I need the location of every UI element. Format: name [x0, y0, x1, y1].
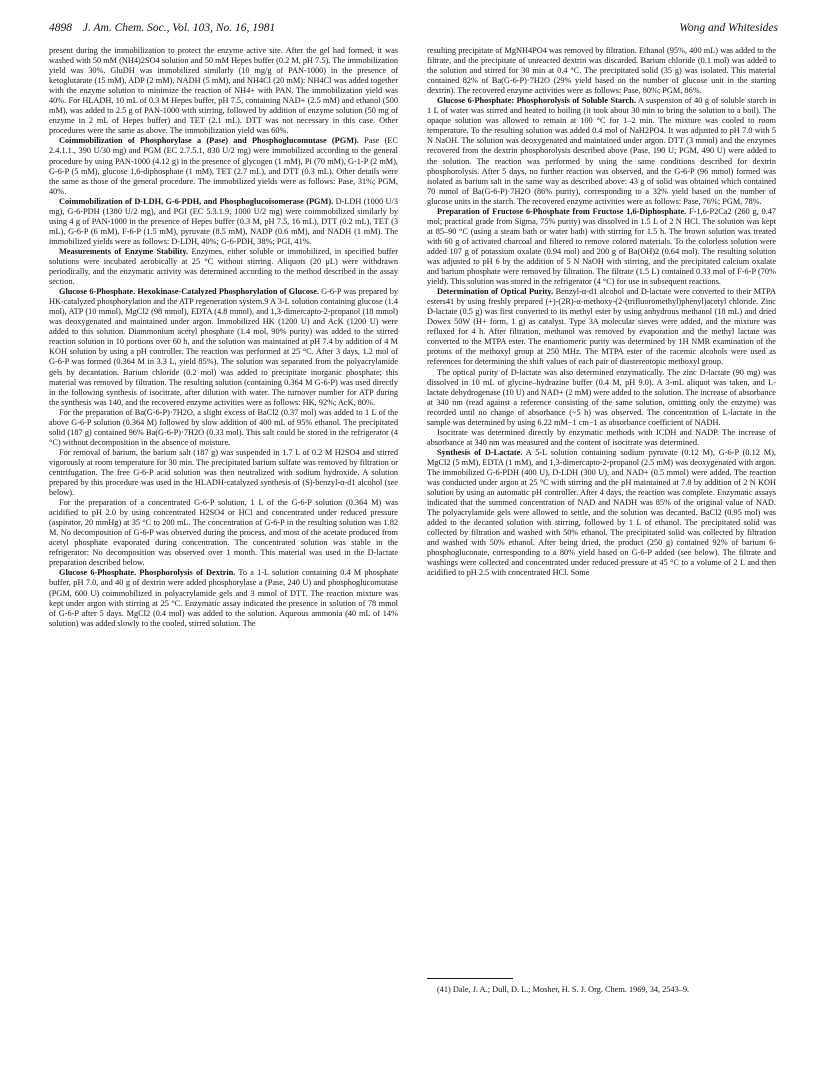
paragraph-text: A 5-L solution containing sodium pyruvate (0.12 M), G-6-P (0.12 M), MgCl2 (5 mM), EDTA (1 mM), and 1,3-dimercapto-2-propanol (2.5 mM) was deoxygenated with argon. The immobilized G-6-PDH (400 U), D-LDH (300 U), and NAD+ (0.5 mmol) were added. The reaction was conducted under argon at 25 °C with stirring and the pH maintained at 7.8 by addition of 2 N KOH solution by using an automatic pH controller. After 4 days, the reaction was complete. Enzymatic assays indicated that the summed concentration of NAD and NADH was 85% of the original value of NAD. The polyacrylamide gels were allowed to settle, and the solution was decanted. BaCl2 (0.95 mol) was added to the decanted solution with stirring, followed by 1 L of ethanol. The precipitated solid was collected by filtration and washed with 50% ethanol. The precipitated solid was collected by filtration and washed with 50% ethanol. After being dried, the product (250 g) contained 92% of barium 6-phosphogluconate, corresponding to a 80% yield based on G-6-P added (see below). The filtrate and washings were collected and concentrated under reduced pressure at 45 °C to a volume of 2 L and then acidified to pH 2.5 with concentrated HCl. Some — [427, 447, 776, 578]
section-heading: Glucose 6-Phosphate. Phosphorolysis of Dextrin. — [59, 568, 236, 578]
section-heading: Determination of Optical Purity. — [437, 287, 554, 297]
paragraph-text: Enzymes, either soluble or immobilized, in specified buffer solutions were incubated aerobically at 25 °C without stirring. Aliquots (20 μL) were withdrawn periodically, and the enzymatic activity was determined according to the method described in the assay section. — [49, 246, 398, 287]
paragraph — [427, 96, 776, 207]
section-heading: Measurements of Enzyme Stability. — [59, 246, 189, 256]
page-number: 4898 — [49, 22, 72, 34]
paragraph — [49, 498, 398, 568]
paragraph-text: Pase (EC 2.4.1.1., 390 U/30 mg) and PGM (EC 2.7.5.1, 830 U/2 mg) were immobilized according to the general procedure by using PAN-1000 (4.12 g) in the presence of glycogen (1 mM), Pi (70 mM), G-1-P (2 mM), G-6-P (5 mM), glucose 1,6-diphosphate (1 mM), TET (2.7 mL), and DTT (0.3 mL). Other details were the same as those of the general procedure. The immobilized yields were as follows: Pase, 31%; PGM, 40%. — [49, 136, 398, 196]
paragraph — [49, 408, 398, 448]
paragraph — [427, 207, 776, 287]
paragraph — [49, 136, 398, 196]
paragraph-text: For the preparation of Ba(G-6-P)·7H2O, a slight excess of BaCl2 (0.37 mol) was added to 1 L of the above G-6-P solution (0.364 M) followed by slow addition of 400 mL of 95% ethanol. The precipitated solid (187 g) contained 96% Ba(G-6-P)·7H2O (0.33 mol). This salt could be stored in the refrigerator (4 °C) without decomposition in the absence of moisture. — [49, 407, 398, 447]
paragraph — [427, 428, 776, 448]
paragraph-text: Isocitrate was determined directly by enzymatic methods with ICDH and NADP. The increase of absorbance at 340 nm was measured and the content of isocitrate was determined. — [427, 427, 776, 447]
paragraph — [427, 368, 776, 428]
running-header — [49, 22, 778, 38]
right-column — [427, 46, 776, 1056]
section-heading: Glucose 6-Phosphate: Phosphorolysis of Soluble Starch. — [437, 96, 636, 106]
paragraph — [427, 448, 776, 579]
paragraph-text: G-6-P was prepared by HK-catalyzed phosphorylation and the ATP regeneration system.9 A 3-L solution containing glucose (1.4 mol), ATP (10 mmol), MgCl2 (98 mmol), EDTA (4.8 mmol), and 1,3-dimercapto-2-propanol (18 mmol) was deoxygenated and maintained under argon. Immobilized HK (1200 U) and AcK (1200 U) were added to this solution. Diammonium acetyl phosphate (1.4 mol, 90% purity) was added to the stirred reaction solution in 10 portions over 60 h, and the solution was maintained at pH 7.4 by addition of 4 M KOH solution by using a pH controller. The reaction was performed at 25 °C. After 3 days, 1.2 mol of G-6-P was formed (0.364 M in 3.3 L, yield 85%). The solution was separated from the polyacrylamide gels by decantation. Barium chloride (0.2 mol) was added to precipitate inorganic phosphate; this material was removed by filtration. The resulting solution (containing 0.364 M G-6-P) was used directly in the following synthesis of isocitrate, after dilution with water. The turnover number for ATP during the synthesis was 140, and the recovered enzyme activities were as follows: HK, 92%; AcK, 80%. — [49, 287, 398, 407]
footnote-divider — [427, 978, 513, 979]
section-heading: Coimmobilization of Phosphorylase a (Pase) and Phosphoglucomutase (PGM). — [59, 136, 359, 146]
footnote-41: (41) Dale, J. A.; Dull, D. L.; Mosher, H. S. J. Org. Chem. 1969, 34, 2543–9. — [437, 985, 690, 994]
paragraph — [49, 46, 398, 136]
left-column — [49, 46, 398, 1056]
paragraph-text: present during the immobilization to protect the enzyme active site. After the gel had formed, it was washed with 50 mM (NH4)2SO4 solution and 50 mM Hepes buffer (0.2 M, pH 7.5). The immobilization yield was 30%. GluDH was immobilized similarly (10 mg/g of PAN-1000) in the presence of ketoglutarate (15 mM), ADP (2 mM), NADH (5 mM), and NH4Cl (20 mM): NH4Cl was added together with the enzyme solution to minimize the reaction of NH4+ with PAN. The immobilization yield was 40%. For HLADH, 10 mL of 0.3 M Hepes buffer, pH 7.5, containing NAD+ (2.5 mM) and ethanol (500 mM), was added to 2.5 g of PAN-1000 with stirring, followed by addition of enzyme solution (50 mg of enzyme in 2 mL of Hepes buffer) and TET (2.1 mL). DTT was not necessary in this case. Other procedures were the same as above. The immobilization yield was 60%. — [49, 46, 398, 136]
footnotes — [427, 985, 776, 995]
section-heading: Coimmobilization of D-LDH, G-6-PDH, and Phosphoglucoisomerase (PGM). — [59, 196, 334, 206]
paragraph-text: A suspension of 40 g of soluble starch in 1 L of water was stirred and heated to boiling (it took about 30 min to bring the solution to a boil). The opaque solution was allowed to remain at 100 °C for 1–2 min. The mixture was cooled to room temperature. To the resulting solution was added 0.4 mol of NaH2PO4. It was adjusted to pH 7.0 with 5 N NaOH. The solution was deoxygenated and maintained under argon. DTT (3 mmol) and the enzymes recovered from the dextrin phosphorolysis described above (Pase, 190 U; PGM, 490 U) were added to the solution. The reaction was performed by using the same conditions described for dextrin phosphorolysis. After 5 days, no further reaction was observed, and the G-6-P (96 mmol) formed was isolated as barium salt in the same way as described above: 43 g of solid was obtained which contained 70 mmol of Ba(G-6-P)·7H2O (86% purity), corresponding to a 32% yield based on the number of glucose units in the starch. The recovered enzyme activities were as follows: Pase, 76%; PGM, 78%. — [427, 96, 776, 206]
paragraph — [49, 197, 398, 247]
paragraph-text: The optical purity of D-lactate was also determined enzymatically. The zinc D-lactate (90 mg) was dissolved in 10 mL of glycine–hydrazine buffer (0.4 M, pH 9.0). A 3-mL aliquot was taken, and L-lactate dehydrogenase (10 U) and NAD+ (2 mM) were added to the solution. The increase of absorbance at 340 nm (read against a reference consisting of the same solution, omitting only the enzyme) was recorded until no change of absorbance (~5 h) was observed. The concentration of L-lactate in the sample was determined by using 6.22 mM−1 cm−1 as absorbance coefficient of NADH. — [427, 367, 776, 427]
paragraph — [49, 247, 398, 287]
paragraph-text: Benzyl-α-d1 alcohol and D-lactate were converted to their MTPA esters41 by using freshly prepared (+)-(2R)-α-methoxy-(2-(trifluoromethyl)phenyl)acetyl chloride. Zinc D-lactate (0.5 g) was first converted to its methyl ester by using anhydrous methanol (18 mL) and dried Dowex 50W (H+ form, 1 g) as catalyst. Type 3A molecular sieves were added, and the mixture was refluxed for 4 h. After filtration, methanol was removed by evaporation and the methyl lactate was converted to the MTPA ester. The enantiomeric purity was determined by 1H NMR examination of the protons of the methoxyl group at 250 MHz. The MTPA ester of the racemic alcohols were used as references for determining the shift values of each pair of diastereotopic methoxyl group. — [427, 287, 776, 367]
paragraph-text: resulting precipitate of MgNH4PO4 was removed by filtration. Ethanol (95%, 400 mL) was added to the filtrate, and the precipitate of unreacted dextrin was discarded. Barium chloride (0.1 mol) was added to the solution and stirred for 30 min at 0.4 °C. The precipitated solid (35 g) was isolated. This material contained 82% of Ba(G-6-P)·7H2O (29% yield based on the number of glucose unit in the starting dextrin). The recovered enzyme activities were as follows: Pase, 80%; PGM, 86%. — [427, 46, 776, 96]
section-heading: Glucose 6-Phosphate. Hexokinase-Catalyzed Phosphorylation of Glucose. — [59, 287, 319, 297]
paragraph-text: D-LDH (1000 U/3 mg), G-6-PDH (1380 U/2 mg), and PGI (EC 5.3.1.9, 1000 U/2 mg) were coimmobilized similarly by using 4 g of PAN-1000 in the presence of Hepes buffer (0.3 M, pH 7.5, 16 mL), DTT (0.2 mL), TET (3 mL), G-6-P (6 mM), F-6-P (1.5 mM), pyruvate (8.5 mM), NADP (0.6 mM), and NADH (1 mM). The immobilized yields were as follows: D-LDH, 40%; G-6-PDH, 38%; PGI, 41%. — [49, 196, 398, 246]
paragraph-text: For the preparation of a concentrated G-6-P solution, 1 L of the G-6-P solution (0.364 M) was acidified to pH 2.0 by using concentrated H2SO4 or HCl and concentrated under reduced pressure (aspirator, 20 mmHg) at 35 °C to 200 mL. The concentration of G-6-P in the resulting solution was 1.82 M. No decomposition of G-6-P was observed during the process, and most of the acetate produced from acetyl phosphate evaporated during concentration. The concentrated solution was stable in the refrigerator: No decomposition was observed over 1 month. This material was used in the D-lactate preparation described below. — [49, 498, 398, 568]
header-left — [49, 22, 283, 34]
paragraph — [49, 287, 398, 408]
paragraph-text: For removal of barium, the barium salt (187 g) was suspended in 1.7 L of 0.2 M H2SO4 and stirred vigorously at room temperature for 30 min. The precipitated barium sulfate was removed by filtration or centrifugation. The free G-6-P acid solution was then neutralized with sodium hydroxide. A solution prepared by this procedure was used in the HLADH-catalyzed synthesis of (S)-benzyl-α-d1 alcohol (see below). — [49, 447, 398, 498]
paragraph — [427, 287, 776, 367]
paragraph-text: To a 1-L solution containing 0.4 M phosphate buffer, pH 7.0, and 40 g of dextrin were added phosphorylase a (Pase, 240 U) and phosphoglucomutase (PGM, 600 U) coimmobilized in polyacrylamide gels and 3 mmol of DTT. The reaction mixture was kept under argon with stirring at 25 °C. Enzymatic assay indicated the presence in solution of 78 mmol of G-6-P after 5 days. MgCl2 (0.4 mol) was added to the solution. Aqueous ammonia (40 mL of 14% solution) was added slowly to the cooled, stirred solution. The — [49, 568, 398, 628]
paragraph — [49, 448, 398, 498]
header-authors: Wong and Whitesides — [679, 22, 778, 34]
paragraph — [49, 568, 398, 628]
paragraph-text: F-1,6-P2Ca2 (260 g, 0.47 mol; practical grade from Sigma, 75% purity) was dissolved in 1.5 L of 2 N HCl. The solution was kept at 85–90 °C (using a steam bath or water bath) with stirring for 1.5 h. The brown solution was treated with 60 g of activated charcoal and filtered to remove colored materials. To the colorless solution were added 107 g of potassium oxalate (0.94 mol) and 200 g of Ba(OH)2 (0.64 mol). The resulting solution was adjusted to pH 6 by the addition of 5 N NaOH with stirring, and the precipitated calcium oxalate and barium phosphate were removed by filtration. The filtrate (1.5 L) contained 0.33 mol of F-6-P (70% yield). This solution was stored in the refrigerator (4 °C) for use in subsequent reactions. — [427, 206, 776, 287]
journal-citation: J. Am. Chem. Soc., Vol. 103, No. 16, 1981 — [82, 22, 276, 34]
section-heading: Synthesis of D-Lactate. — [437, 447, 523, 457]
section-heading: Preparation of Fructose 6-Phosphate from Fructose 1,6-Diphosphate. — [437, 206, 687, 216]
paragraph — [427, 46, 776, 96]
